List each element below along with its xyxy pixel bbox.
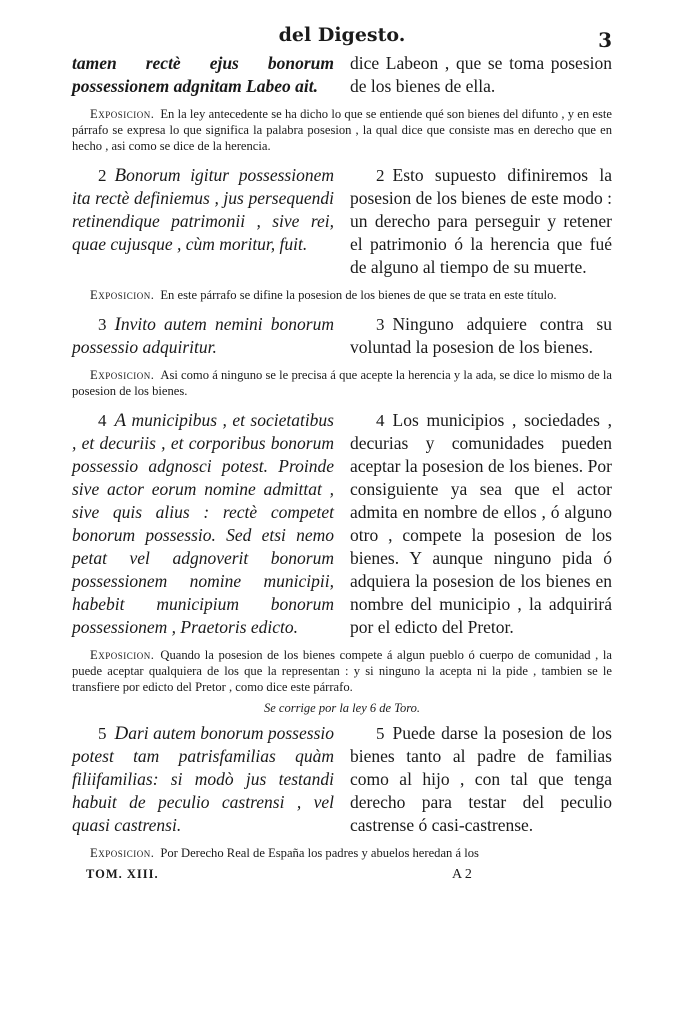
exposition-label: Exposicion.	[90, 846, 155, 860]
paragraph-pair-2	[72, 164, 612, 279]
paragraph-number: 2	[98, 166, 107, 185]
latin-text-4: 4 A municipibus , et societatibus , et decuriis , et corporibus bonorum possessio adgnosci potest. Proinde sive actor eorum nomine admittat , sive quis alius : rectè competet bonorum possessio. Sed etsi nemo petat vel adgnoverit bonorum possessionem nomine municipii, habebit municipium bonorum possessionem , Praetoris edicto.	[72, 410, 334, 637]
paragraph-number: 3	[98, 315, 107, 334]
spanish-text-1: dice Labeon , que se toma posesion de los bienes de ella.	[350, 53, 612, 96]
exposition-2: Exposicion. En este párrafo se difine la posesion de los bienes de que se trata en este título.	[90, 288, 557, 302]
spanish-text-4: 4 Los municipios , sociedades , decurias y comunidades pueden aceptar la posesion de los bienes. Por consiguiente ya sea que el actor admita en nombre de ellos , ó alguno otro , compete la posesion de los bienes. Y aunque ninguno pida ó adquiera la posesion de los bienes en nombre del municipio , la adquirirá por el edicto del Pretor.	[350, 410, 612, 637]
exposition-1: Exposicion. En la ley antecedente se ha dicho lo que se entiende qué son bienes del difunto , y en este párrafo se expresa lo que significa la palabra posesion , la qual dice que consiste mas en derecho que en hecho , asi como se dice de la herencia.	[72, 107, 612, 153]
latin-text-3: 3 Invito autem nemini bonorum possessio adquiritur.	[72, 314, 334, 357]
page	[72, 22, 612, 885]
volume-label: TOM. XIII.	[86, 867, 159, 881]
exposition-3: Exposicion. Asi como á ninguno se le precisa á que acepte la herencia y la ada, se dice lo mismo de la posesion de los bienes.	[72, 368, 612, 398]
paragraph-pair-5	[72, 722, 612, 837]
paragraph-number: 4	[376, 411, 385, 430]
exposition-5: Exposicion. Por Derecho Real de España los padres y abuelos heredan á los	[90, 846, 479, 860]
correction-note: Se corrige por la ley 6 de Toro.	[263, 701, 420, 715]
paragraph-number: 3	[376, 315, 385, 334]
paragraph-number: 5	[376, 724, 385, 743]
paragraph-number: 4	[98, 411, 107, 430]
spanish-text-5: 5 Puede darse la posesion de los bienes tanto al padre de familias como al hijo , con tal que tenga derecho para testar del peculio castrense ó casi-castrense.	[350, 723, 612, 835]
paragraph-number: 5	[98, 724, 107, 743]
page-footer	[72, 867, 612, 885]
exposition-4: Exposicion. Quando la posesion de los bienes compete á algun pueblo ó cuerpo de comunidad , la puede aceptar qualquiera de los que la representan : y si ninguno la acepta ni la pide , tambien se le transfiere por edicto del Pretor , como dice este párrafo.	[72, 648, 612, 694]
latin-text-5: 5 Dari autem bonorum possessio potest tam patrisfamilias quàm filiifamilias: si modò jus testandi habuit de peculio castrensi , vel quasi castrensi.	[72, 723, 334, 835]
paragraph-pair-1	[72, 52, 612, 98]
spanish-text-3: 3 Ninguno adquiere contra su voluntad la posesion de los bienes.	[350, 314, 612, 357]
signature-mark: A 2	[452, 867, 472, 882]
latin-text-1: tamen rectè ejus bonorum possessionem adgnitam Labeo ait.	[72, 53, 334, 96]
exposition-label: Exposicion.	[90, 107, 155, 121]
running-title: del Digesto.	[278, 24, 406, 46]
exposition-label: Exposicion.	[90, 288, 155, 302]
spanish-text-2: 2 Esto supuesto difiniremos la posesion de los bienes de este modo : un derecho para perseguir y retener el patrimonio ó la herencia que fué de alguno al tiempo de su muerte.	[350, 165, 612, 277]
paragraph-number: 2	[376, 166, 385, 185]
exposition-label: Exposicion.	[90, 648, 155, 662]
latin-text-2: 2 Bonorum igitur possessionem ita rectè definiemus , jus persequendi retinendique patrimonii , sive rei, quae cujusque , cùm moritur, fuit.	[72, 165, 334, 254]
page-number: 3	[598, 28, 612, 52]
page-header	[72, 22, 612, 52]
exposition-label: Exposicion.	[90, 368, 155, 382]
paragraph-pair-4	[72, 409, 612, 639]
paragraph-pair-3	[72, 313, 612, 359]
